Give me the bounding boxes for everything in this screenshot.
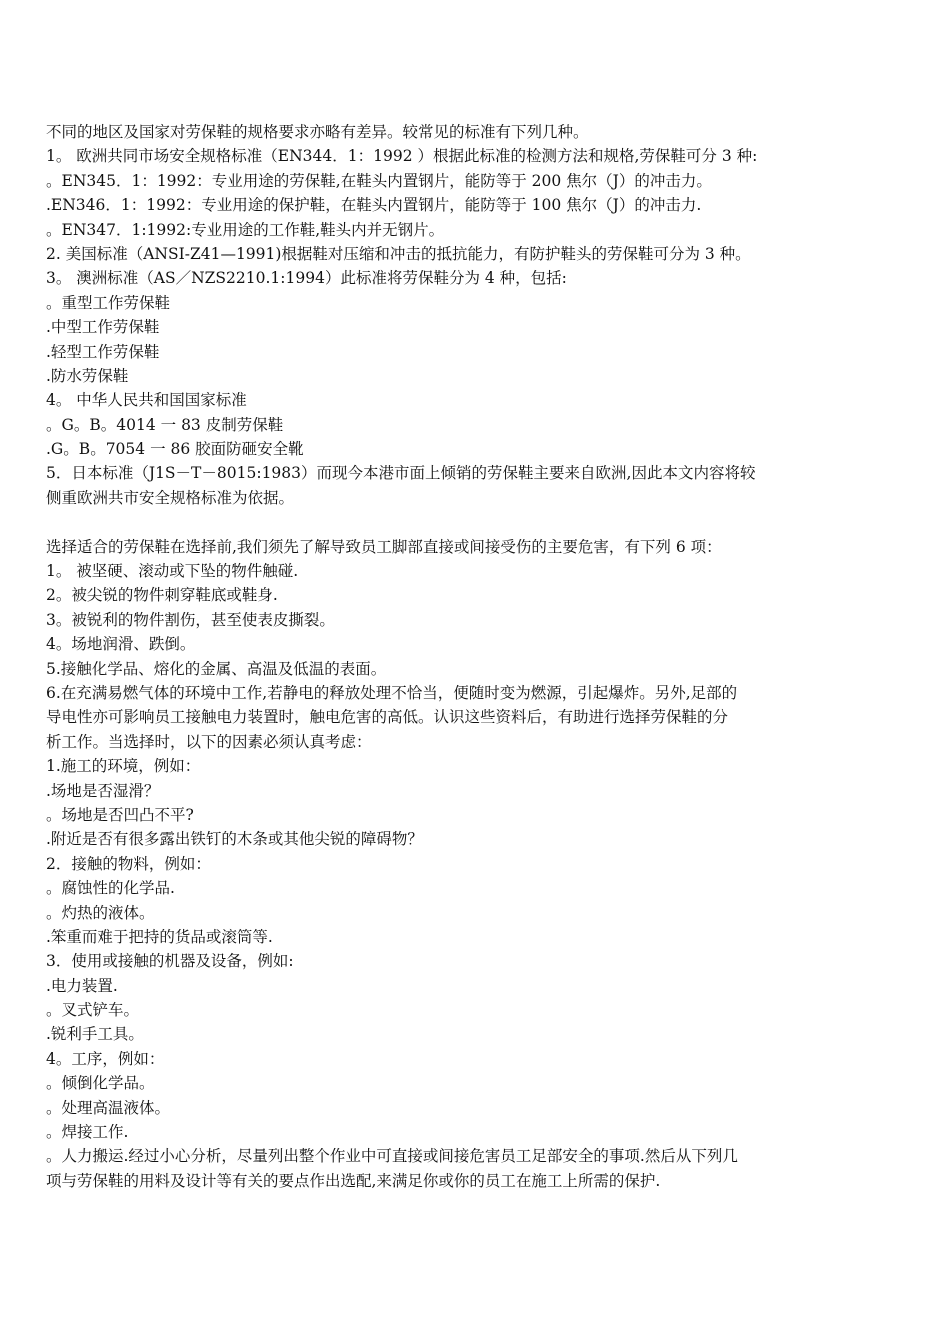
list-item: .电力装置. [46, 976, 118, 995]
hazard-item: 6.在充满易燃气体的环境中工作,若静电的释放处理不恰当，便随时变为燃源，引起爆炸。另外,足部的 [46, 683, 738, 702]
en347-line: 。EN347．1:1992:专业用途的工作鞋,鞋头内并无钢片。 [46, 220, 445, 239]
hazard-item-cont: 导电性亦可影响员工接触电力装置时，触电危害的高低。认识这些资料后，有助进行选择劳保鞋的分 [46, 708, 729, 727]
hazard-item: 1。 被坚硬、滚动或下坠的物件触碰. [46, 562, 299, 581]
list-item: .场地是否湿滑？ [46, 781, 160, 800]
hazard-item-cont: 析工作。当选择时，以下的因素必须认真考虑： [46, 732, 372, 751]
list-item: 。倾倒化学品。 [46, 1074, 155, 1093]
list-item: 。重型工作劳保鞋 [46, 293, 171, 312]
list-item: .G。B。7054 一 86 胶面防砸安全靴 [46, 440, 304, 459]
hazard-item: 5.接触化学品、熔化的金属、高温及低温的表面。 [46, 659, 387, 678]
list-item: .笨重而难于把持的货品或滚筒等. [46, 927, 273, 946]
eu-standard-line: 1。 欧洲共同市场安全规格标准（EN344．1：1992 ）根据此标准的检测方法和规格,劳保鞋可分 3 种: [46, 147, 758, 166]
list-item: 。场地是否凹凸不平? [46, 805, 194, 824]
list-item: 。灼热的液体。 [46, 903, 155, 922]
list-item: .锐利手工具。 [46, 1025, 144, 1044]
paragraph-gap [46, 510, 908, 534]
selection-section [46, 535, 908, 1194]
intro-line: 不同的地区及国家对劳保鞋的规格要求亦略有差异。较常见的标准有下列几种。 [46, 123, 589, 141]
hazard-item: 3。被锐利的物件割伤，甚至使表皮撕裂。 [46, 610, 335, 629]
list-item: .中型工作劳保鞋 [46, 318, 160, 337]
document-body [46, 120, 908, 1193]
hazard-item: 4。场地润滑、跌倒。 [46, 635, 196, 654]
selection-intro-line: 选择适合的劳保鞋在选择前,我们须先了解导致员工脚部直接或间接受伤的主要危害，有下列 6 项： [46, 537, 722, 556]
jp-standard-line: 5．日本标准（J1S－T－8015:1983）而现今本港市面上倾销的劳保鞋主要来自欧洲,因此本文内容将较 [46, 464, 756, 483]
standards-section [46, 120, 908, 510]
factor-heading: 1.施工的环境，例如： [46, 757, 201, 776]
hazard-item: 2。被尖锐的物件刺穿鞋底或鞋身. [46, 586, 278, 605]
list-item: .防水劳保鞋 [46, 366, 129, 385]
us-standard-line: 2. 美国标准（ANSI-Z41—1991)根据鞋对压缩和冲击的抵抗能力，有防护鞋头的劳保鞋可分为 3 种。 [46, 244, 751, 263]
list-item: 。腐蚀性的化学品. [46, 879, 175, 898]
factor-heading: 3．使用或接触的机器及设备，例如: [46, 952, 294, 971]
list-item: 。处理高温液体。 [46, 1098, 171, 1117]
closing-line: 。人力搬运.经过小心分析，尽量列出整个作业中可直接或间接危害员工足部安全的事项.然后从下列几 [46, 1147, 738, 1166]
au-standard-line: 3。 澳洲标准（AS／NZS2210.1:1994）此标准将劳保鞋分为 4 种，包括: [46, 269, 567, 288]
closing-line-cont: 项与劳保鞋的用料及设计等有关的要点作出选配,来满足你或你的员工在施工上所需的保护. [46, 1171, 661, 1190]
list-item: .附近是否有很多露出铁钉的木条或其他尖锐的障碍物？ [46, 830, 423, 849]
list-item: 。叉式铲车。 [46, 1001, 140, 1020]
en345-line: 。EN345．1：1992：专业用途的劳保鞋,在鞋头内置钢片，能防等于 200 焦尔（J）的冲击力。 [46, 171, 712, 190]
list-item: 。G。B。4014 一 83 皮制劳保鞋 [46, 415, 284, 434]
list-item: 。焊接工作. [46, 1123, 129, 1142]
list-item: .轻型工作劳保鞋 [46, 342, 160, 361]
cn-standard-line: 4。 中华人民共和国国家标准 [46, 391, 247, 410]
factor-heading: 4。工序，例如： [46, 1049, 165, 1068]
jp-standard-line-cont: 侧重欧洲共市安全规格标准为依据。 [46, 488, 295, 507]
en346-line: .EN346．1：1992：专业用途的保护鞋，在鞋头内置钢片，能防等于 100 焦尔（J）的冲击力. [46, 196, 702, 215]
factor-heading: 2．接触的物料，例如： [46, 854, 211, 873]
